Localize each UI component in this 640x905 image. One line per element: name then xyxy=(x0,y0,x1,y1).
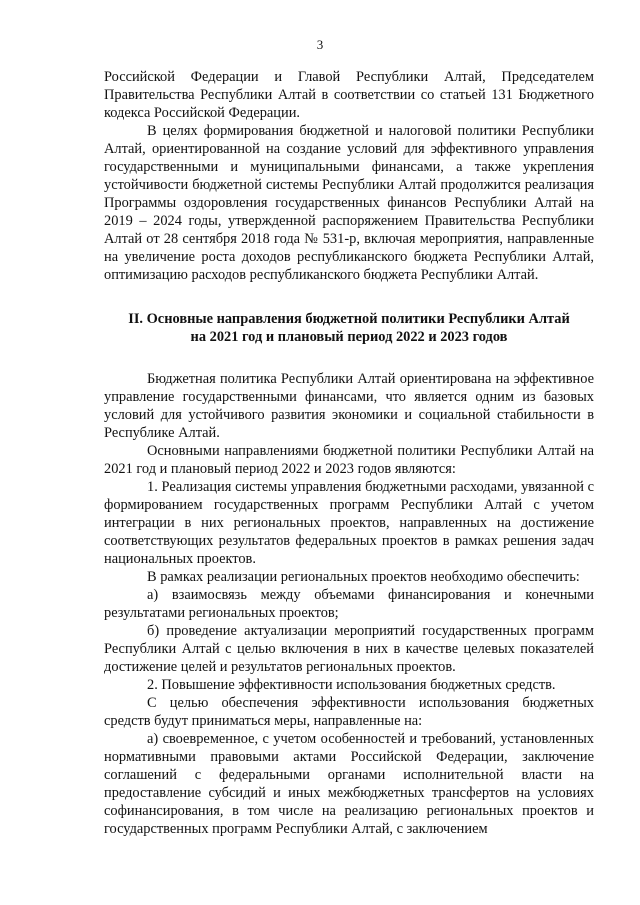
paragraph: б) проведение актуализации мероприятий государственных программ Республики Алтай с целью включения в них в качестве целевых показателей достижение целей и результатов региональных проектов. xyxy=(104,623,594,675)
paragraph: а) взаимосвязь между объемами финансирования и конечными результатами региональных проектов; xyxy=(104,587,594,621)
paragraph: Бюджетная политика Республики Алтай ориентирована на эффективное управление государственными финансами, что является одним из базовых условий для устойчивого развития экономики и социальной стабильности в Республике Алтай. xyxy=(104,371,594,441)
document-body xyxy=(104,68,594,838)
section-heading xyxy=(104,310,594,346)
paragraph: 2. Повышение эффективности использования бюджетных средств. xyxy=(147,677,556,693)
paragraph: В рамках реализации региональных проектов необходимо обеспечить: xyxy=(147,569,580,585)
paragraph: 1. Реализация системы управления бюджетными расходами, увязанной с формированием государственных программ Республики Алтай с учетом интеграции в них региональных проектов, направленных на достижение соответствующих результатов федеральных проектов в рамках решения задач национальных проектов. xyxy=(104,479,594,567)
section-heading-line: на 2021 год и плановый период 2022 и 2023 годов xyxy=(190,329,508,345)
section-heading-line: II. Основные направления бюджетной политики Республики Алтай xyxy=(128,311,570,327)
paragraph: Основными направлениями бюджетной политики Республики Алтай на 2021 год и плановый период 2022 и 2023 годов являются: xyxy=(104,443,594,477)
paragraph: а) своевременное, с учетом особенностей и требований, установленных нормативными правовыми актами Российской Федерации, заключение соглашений с федеральными органами исполнительной власти на предоставление субсидий и иных межбюджетных трансфертов на условиях софинансирования, в том числе на реализацию региональных проектов и государственных программ Республики Алтай, с заключением xyxy=(104,731,594,837)
paragraph: В целях формирования бюджетной и налоговой политики Республики Алтай, ориентированной на создание условий для эффективного управления государственными и муниципальными финансами, а также укрепления устойчивости бюджетной системы Республики Алтай продолжится реализация Программы оздоровления государственных финансов Республики Алтай на 2019 – 2024 годы, утвержденной распоряжением Правительства Республики Алтай от 28 сентября 2018 года № 531-р, включая мероприятия, направленные на увеличение роста доходов республиканского бюджета Республики Алтай, оптимизацию расходов республиканского бюджета Республики Алтай. xyxy=(104,123,594,283)
page-number: 3 xyxy=(316,37,324,52)
paragraph: Российской Федерации и Главой Республики Алтай, Председателем Правительства Республики Алтай в соответствии со статьей 131 Бюджетного кодекса Российской Федерации. xyxy=(104,69,594,121)
paragraph: С целью обеспечения эффективности использования бюджетных средств будут приниматься меры, направленные на: xyxy=(104,695,594,729)
